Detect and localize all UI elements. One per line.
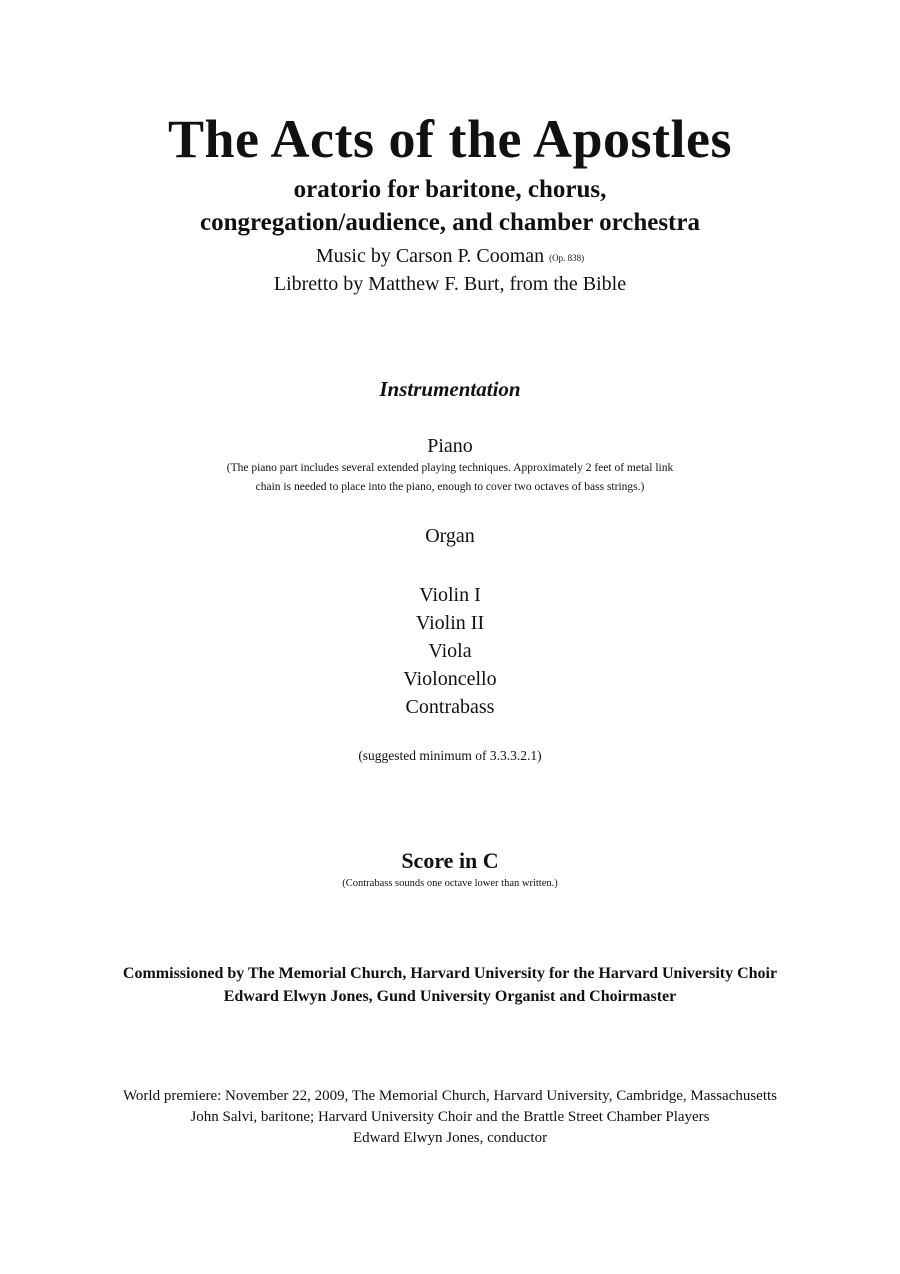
opus-number: (Op. 838) <box>549 253 585 263</box>
piano-note-line-2: chain is needed to place into the piano, enough to cover two octaves of bass strings.) <box>255 481 645 493</box>
instrument-contrabass: Contrabass <box>405 696 495 718</box>
music-by-text: Music by Carson P. Cooman <box>315 245 545 267</box>
premiere-line-2: John Salvi, baritone; Harvard University Choir and the Brattle Street Chamber Players <box>190 1109 710 1125</box>
subtitle-line-2: congregation/audience, and chamber orchestra <box>200 209 700 236</box>
instrument-viola: Viola <box>428 640 472 662</box>
commission-line-2: Edward Elwyn Jones, Gund University Organist and Choirmaster <box>223 988 677 1005</box>
instrument-violin-2: Violin II <box>415 612 485 634</box>
instrumentation-heading: Instrumentation <box>379 377 521 401</box>
premiere-line-1: World premiere: November 22, 2009, The Memorial Church, Harvard University, Cambridge, Massachusetts <box>122 1088 778 1104</box>
score-transposition-note: (Contrabass sounds one octave lower than written.) <box>342 878 558 889</box>
commission-line-1: Commissioned by The Memorial Church, Harvard University for the Harvard University Choir <box>122 965 778 982</box>
instrument-violin-1: Violin I <box>419 584 481 606</box>
suggested-minimum-note: (suggested minimum of 3.3.3.2.1) <box>358 748 542 763</box>
librettist-credit: Libretto by Matthew F. Burt, from the Bible <box>273 273 627 295</box>
score-heading: Score in C <box>401 848 499 873</box>
composer-credit <box>0 245 900 268</box>
subtitle-line-1: oratorio for baritone, chorus, <box>293 176 607 203</box>
work-title: The Acts of the Apostles <box>168 109 732 169</box>
strings-list <box>0 581 900 721</box>
instrument-violoncello: Violoncello <box>403 668 497 690</box>
instrument-piano: Piano <box>427 435 473 457</box>
instrument-organ: Organ <box>425 525 475 547</box>
piano-note-line-1: (The piano part includes several extended playing techniques. Approximately 2 feet of metal link <box>226 462 674 474</box>
premiere-line-3: Edward Elwyn Jones, conductor <box>352 1130 548 1146</box>
